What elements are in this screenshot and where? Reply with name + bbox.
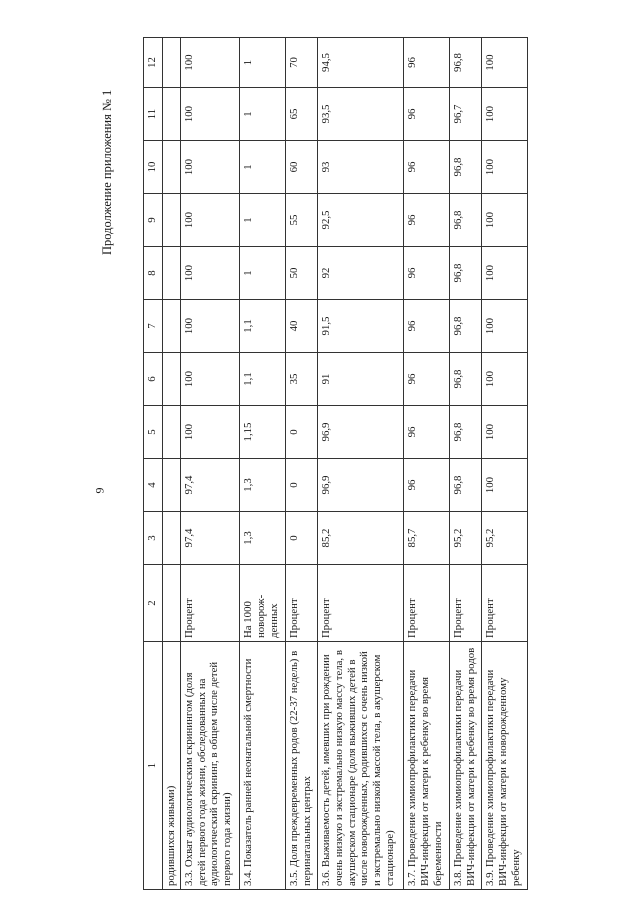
unit-cell: На 1000 новорож-денных — [240, 565, 286, 642]
col-header-6: 6 — [144, 353, 163, 406]
table-row — [240, 38, 286, 890]
value-cell: 1,1 — [240, 353, 286, 406]
value-cell: 1 — [240, 38, 286, 88]
value-cell: 96,8 — [450, 141, 482, 194]
value-cell: 92 — [318, 247, 404, 300]
value-cell: 96 — [404, 406, 450, 459]
value-cell: 1 — [240, 194, 286, 247]
value-cell: 60 — [285, 141, 317, 194]
value-cell: 96,7 — [450, 88, 482, 141]
value-cell: 96,8 — [450, 353, 482, 406]
value-cell: 0 — [285, 459, 317, 512]
indicator-name: 3.3. Охват аудиологическим скринингом (доля детей первого года жизни, обследованных на аудиологический скрининг, в общем числе детей первого года жизни) — [181, 642, 240, 890]
value-cell: 35 — [285, 353, 317, 406]
value-cell: 95,2 — [482, 512, 528, 565]
value-cell: 96 — [404, 141, 450, 194]
col-header-1: 1 — [144, 642, 163, 890]
value-cell: 1 — [240, 141, 286, 194]
value-cell: 100 — [181, 194, 240, 247]
value-cell: 96 — [404, 194, 450, 247]
col-header-3: 3 — [144, 512, 163, 565]
unit-cell: Процент — [404, 565, 450, 642]
value-cell: 85,7 — [404, 512, 450, 565]
value-cell: 96 — [404, 38, 450, 88]
value-cell: 96 — [404, 459, 450, 512]
indicator-name: 3.8. Проведение химиопрофилактики передачи ВИЧ-инфекции от матери к ребенку во время родов — [450, 642, 482, 890]
value-cell: 96 — [404, 300, 450, 353]
value-cell: 100 — [181, 141, 240, 194]
value-cell: 55 — [285, 194, 317, 247]
value-cell: 100 — [482, 353, 528, 406]
table-row — [285, 38, 317, 890]
value-cell: 70 — [285, 38, 317, 88]
value-cell: 0 — [285, 406, 317, 459]
value-cell: 1 — [240, 247, 286, 300]
value-cell: 96,8 — [450, 459, 482, 512]
value-cell: 92,5 — [318, 194, 404, 247]
indicators-table — [143, 37, 528, 890]
value-cell: 100 — [482, 406, 528, 459]
value-cell: 50 — [285, 247, 317, 300]
value-cell: 96 — [404, 88, 450, 141]
value-cell: 1,3 — [240, 512, 286, 565]
page-number: 9 — [92, 487, 107, 494]
continued-row — [163, 38, 181, 890]
rotated-table-container — [143, 38, 528, 890]
value-cell: 96,8 — [450, 194, 482, 247]
value-cell: 96,9 — [318, 406, 404, 459]
value-cell: 100 — [482, 194, 528, 247]
value-cell: 96 — [404, 353, 450, 406]
value-cell: 100 — [181, 353, 240, 406]
table-row — [181, 38, 240, 890]
indicator-name: 3.9. Проведение химиопрофилактики передачи ВИЧ-инфекции от матери к новорожденному ребенку — [482, 642, 528, 890]
table-row — [482, 38, 528, 890]
value-cell: 96,8 — [450, 300, 482, 353]
value-cell: 100 — [482, 300, 528, 353]
value-cell: 65 — [285, 88, 317, 141]
value-cell: 100 — [181, 300, 240, 353]
indicator-name: 3.7. Проведение химиопрофилактики передачи ВИЧ-инфекции от матери к ребенку во время беременности — [404, 642, 450, 890]
value-cell: 93,5 — [318, 88, 404, 141]
value-cell: 100 — [181, 406, 240, 459]
value-cell: 1,15 — [240, 406, 286, 459]
value-cell: 100 — [482, 141, 528, 194]
value-cell: 91 — [318, 353, 404, 406]
col-header-10: 10 — [144, 141, 163, 194]
value-cell: 96,8 — [450, 247, 482, 300]
value-cell: 0 — [285, 512, 317, 565]
col-header-11: 11 — [144, 88, 163, 141]
col-header-2: 2 — [144, 565, 163, 642]
unit-cell: Процент — [181, 565, 240, 642]
col-header-12: 12 — [144, 38, 163, 88]
unit-cell: Процент — [318, 565, 404, 642]
value-cell: 1,1 — [240, 300, 286, 353]
value-cell: 91,5 — [318, 300, 404, 353]
value-cell: 93 — [318, 141, 404, 194]
col-header-7: 7 — [144, 300, 163, 353]
value-cell: 100 — [181, 38, 240, 88]
appendix-caption: Продолжение приложения № 1 — [100, 89, 114, 255]
col-header-8: 8 — [144, 247, 163, 300]
value-cell: 40 — [285, 300, 317, 353]
value-cell: 100 — [482, 247, 528, 300]
value-cell: 95,2 — [450, 512, 482, 565]
indicator-name: 3.4. Показатель ранней неонатальной смертности — [240, 642, 286, 890]
indicator-name: 3.5. Доля преждевременных родов (22-37 недель) в перинатальных центрах — [285, 642, 317, 890]
table-row — [318, 38, 404, 890]
value-cell: 96,9 — [318, 459, 404, 512]
value-cell: 100 — [482, 459, 528, 512]
value-cell: 100 — [482, 88, 528, 141]
value-cell: 94,5 — [318, 38, 404, 88]
value-cell: 100 — [181, 247, 240, 300]
column-number-row — [144, 38, 163, 890]
value-cell: 85,2 — [318, 512, 404, 565]
unit-cell: Процент — [285, 565, 317, 642]
unit-cell: Процент — [482, 565, 528, 642]
value-cell: 96,8 — [450, 38, 482, 88]
value-cell: 97,4 — [181, 459, 240, 512]
value-cell: 100 — [482, 38, 528, 88]
value-cell: 1,3 — [240, 459, 286, 512]
value-cell: 96,8 — [450, 406, 482, 459]
value-cell: 97,4 — [181, 512, 240, 565]
col-header-5: 5 — [144, 406, 163, 459]
value-cell: 1 — [240, 88, 286, 141]
col-header-9: 9 — [144, 194, 163, 247]
indicator-name: 3.6. Выживаемость детей, имевших при рождении очень низкую и экстремально низкую массу тела, в акушерском стационаре (доля выживших детей в числе новорожденных, родившихся с очень низкой и экстремально низкой массой тела, в акушерском стационаре) — [318, 642, 404, 890]
value-cell: 100 — [181, 88, 240, 141]
unit-cell: Процент — [450, 565, 482, 642]
table-row — [450, 38, 482, 890]
value-cell: 96 — [404, 247, 450, 300]
col-header-4: 4 — [144, 459, 163, 512]
continued-text: родившихся живыми) — [163, 642, 181, 890]
table-row — [404, 38, 450, 890]
